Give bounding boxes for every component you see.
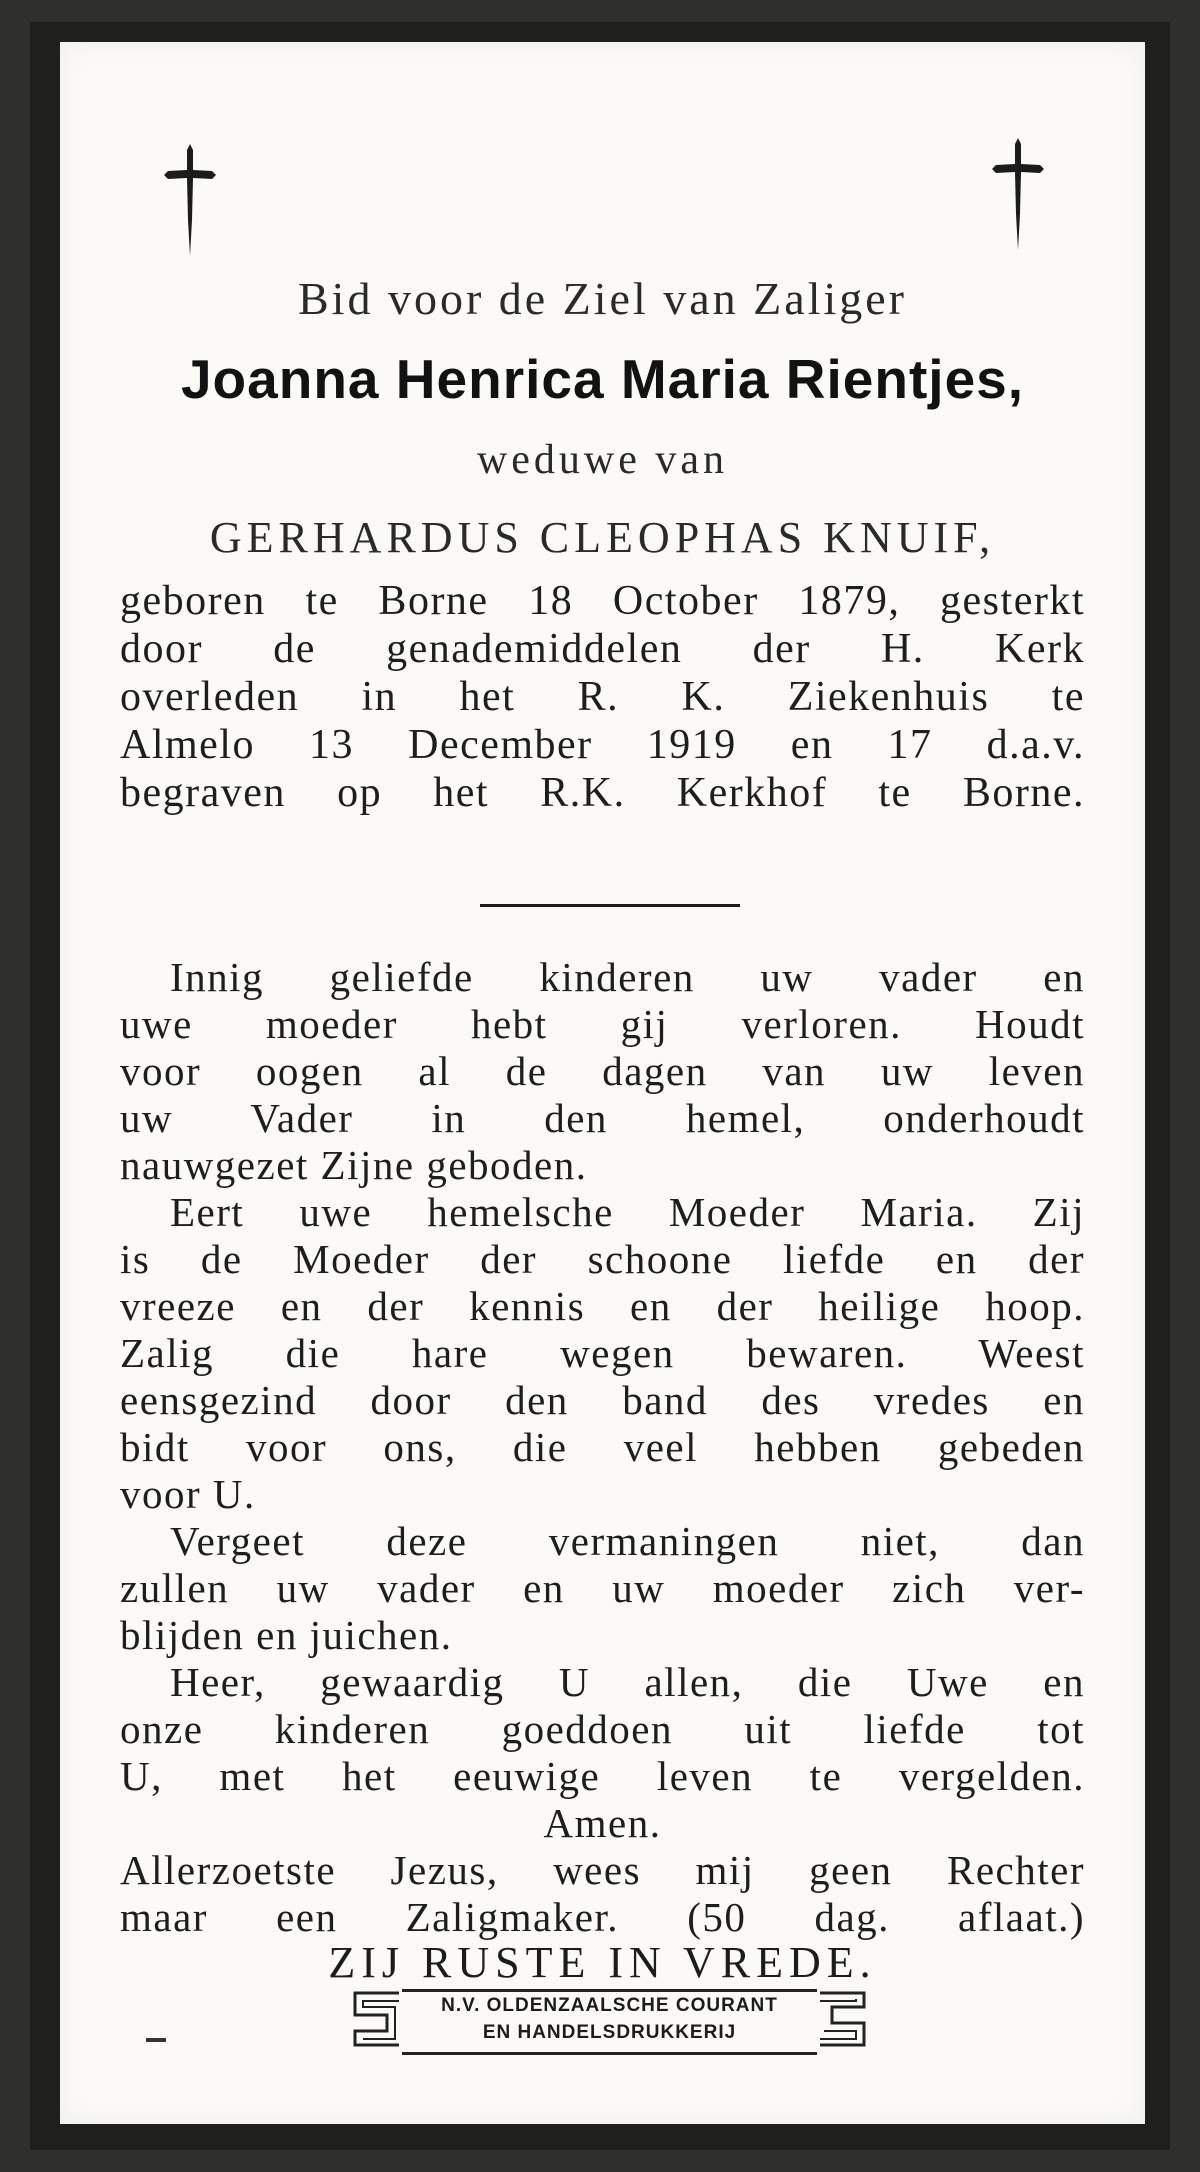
ornament-icon [347, 1987, 402, 2051]
prayer-line: U, met het eeuwige leven te vergelden. [120, 1753, 1085, 1799]
prayer-line: bidt voor ons, die veel hebben gebeden [120, 1424, 1085, 1470]
prayer-line: Innig geliefde kinderen uw vader en [170, 954, 1085, 1000]
invocation-text: Bid voor de Ziel van Zaliger [297, 273, 907, 324]
prayer-line: eensgezind door den band des vredes en [120, 1377, 1085, 1423]
prayer-line: zullen uw vader en uw moeder zich ver- [120, 1565, 1085, 1611]
cross-icon [160, 140, 220, 260]
prayer-line: nauwgezet Zijne geboden. [120, 1142, 588, 1188]
bio-line: overleden in het R. K. Ziekenhuis te [120, 674, 1085, 720]
printer-line-1: N.V. OLDENZAALSCHE COURANT [441, 1995, 778, 2016]
cross-icon [988, 134, 1048, 254]
widow-of-text: weduwe van [476, 437, 729, 483]
prayer-text-block [120, 954, 1085, 1941]
prayer-line: maar een Zaligmaker. (50 dag. aflaat.) [120, 1894, 1085, 1940]
prayer-line: voor U. [120, 1471, 256, 1517]
prayer-line: uwe moeder hebt gij verloren. Houdt [120, 1001, 1085, 1047]
prayer-line: Eert uwe hemelsche Moeder Maria. Zij [170, 1189, 1085, 1235]
amen-line: Amen. [543, 1800, 662, 1846]
bio-line: geboren te Borne 18 October 1879, gesterkt [120, 578, 1085, 624]
closing-text: ZIJ RUSTE IN VREDE. [328, 1938, 877, 1987]
divider-rule [480, 904, 740, 907]
bio-line: door de genademiddelen der H. Kerk [120, 626, 1085, 672]
card-paper [60, 42, 1145, 2124]
print-mark [146, 2038, 166, 2042]
printer-imprint [347, 1987, 872, 2051]
prayer-line: uw Vader in den hemel, onderhoudt [120, 1095, 1085, 1141]
ornament-icon [817, 1987, 872, 2051]
prayer-line: blijden en juichen. [120, 1612, 453, 1658]
bio-line: Almelo 13 December 1919 en 17 d.a.v. [120, 722, 1085, 768]
prayer-line: voor oogen al de dagen van uw leven [120, 1048, 1085, 1094]
prayer-line: Zalig die hare wegen bewaren. Weest [120, 1330, 1085, 1376]
prayer-line: onze kinderen goeddoen uit liefde tot [120, 1706, 1085, 1752]
printer-line-2: EN HANDELSDRUKKERIJ [482, 2022, 737, 2043]
husband-name: GERHARDUS CLEOPHAS KNUIF, [209, 513, 996, 562]
biography-block [120, 577, 1085, 817]
prayer-line: Allerzoetste Jezus, wees mij geen Rechter [120, 1847, 1085, 1893]
prayer-line: is de Moeder der schoone liefde en der [120, 1236, 1085, 1282]
prayer-line: Vergeet deze vermaningen niet, dan [170, 1518, 1085, 1564]
prayer-line: vreeze en der kennis en der heilige hoop. [120, 1283, 1085, 1329]
printer-name [402, 1989, 817, 2055]
prayer-line: Heer, gewaardig U allen, die Uwe en [170, 1659, 1085, 1705]
bio-line: begraven op het R.K. Kerkhof te Borne. [120, 770, 1085, 816]
deceased-name: Joanna Henrica Maria Rientjes, [180, 348, 1025, 410]
